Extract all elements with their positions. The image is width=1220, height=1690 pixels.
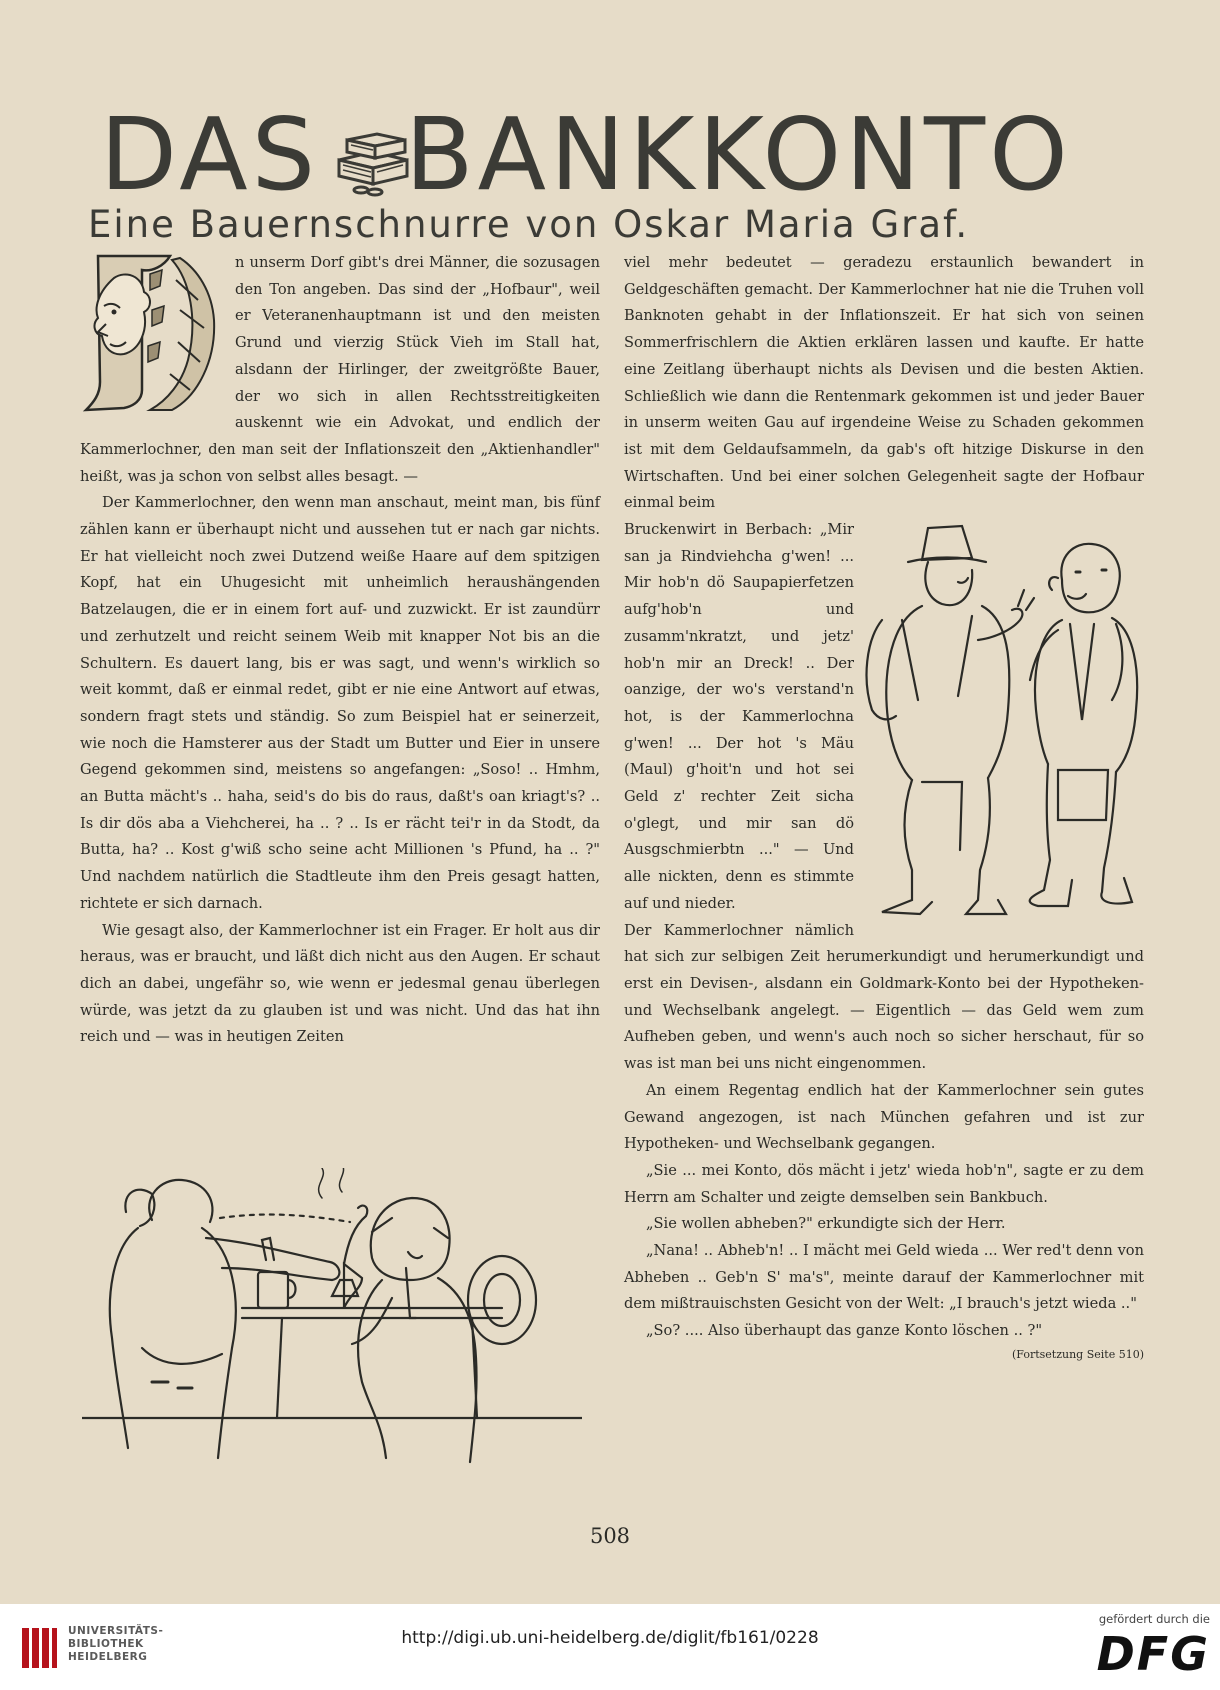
sponsor-text: gefördert durch die [1098, 1612, 1210, 1626]
right-paragraph-5: „Sie ... mei Konto, dös mächt i jetz' wieda hob'n", sagte er zu dem Herrn am Schalter und zeigte demselben sein Bankbuch. [624, 1161, 1144, 1206]
right-paragraph-8: „So? .... Also überhaupt das ganze Konto löschen .. ?" [646, 1322, 1043, 1340]
title-word-das: DAS [100, 96, 320, 213]
title-word-bankkonto: BANKKONTO [405, 96, 1072, 213]
left-paragraph-1: n unserm Dorf gibt's drei Männer, die sozusagen den Ton angeben. Das sind der „Hofbaur", weil er Veteranenhauptmann ist und den meisten Grund und vierzig Stück Vieh im Stall hat, alsdann der Hirlinger, der zweitgrößte Bauer, der wo sich in allen Rechtsstreitigkeiten auskennt wie ein Advokat, und endlich der Kammerlochner, den man seit der Inflationszeit den „Aktienhandler" heißt, was ja schon von selbst alles besagt. — [80, 254, 600, 485]
source-url[interactable]: http://digi.ub.uni-heidelberg.de/diglit/fb161/0228 [401, 1628, 819, 1648]
library-name-line-2: BIBLIOTHEK [68, 1638, 144, 1650]
left-paragraph-3: Wie gesagt also, der Kammerlochner ist ein Frager. Er holt aus dir heraus, was er braucht, und läßt dich nicht aus den Augen. Er schaut dich an dabei, ungefähr so, wie wenn er jedesmal genau überlegen würde, was jetzt da zu glauben ist und was nicht. Und das hat ihn reich und — was in heutigen Zeiten [80, 921, 600, 1046]
left-text-column [80, 250, 600, 1051]
right-paragraph-2: Bruckenwirt in Berbach: „Mir san ja Rindviehcha g'wen! ... Mir hob'n dö Saupapierfetzen aufg'hob'n und zusamm'nkratzt, und jetz' hob'n mir an Dreck! .. Der oanzige, der wo's verstand'n hot, is der Kammerlochna g'wen! ... Der hot 's Mäu (Maul) g'hoit'n und hot sei Geld z' rechter Zeit sicha o'glegt, und mir san dö Ausgschmierbtn ..." — Und alle nickten, denn es stimmte auf und nieder. [624, 521, 854, 912]
decorated-initial-i-portrait [80, 250, 225, 415]
library-name-line-1: UNIVERSITÄTS- [68, 1625, 164, 1637]
page-number: 508 [589, 1524, 631, 1548]
right-paragraph-7: „Nana! .. Abheb'n! .. I mächt mei Geld wieda ... Wer red't denn von Abheben .. Geb'n S' ma's", meinte darauf der Kammerlochner mit dem mißtrauischsten Gesicht von der Welt: „I brauch's jetzt wieda .." [624, 1242, 1144, 1313]
right-paragraph-6: „Sie wollen abheben?" erkundigte sich der Herr. [646, 1215, 1006, 1233]
right-text-column [624, 250, 1144, 1365]
illustration-two-farmers [862, 520, 1144, 932]
dfg-logo: DFG [1096, 1627, 1210, 1681]
continuation-note: (Fortsetzung Seite 510) [1012, 1347, 1144, 1361]
ub-logo-icon [16, 1624, 60, 1672]
right-paragraph-3: Der Kammerlochner nämlich hat sich zur selbigen Zeit herumerkundigt und herumerkundigt und erst ein Devisen-, alsdann ein Goldmark-Konto bei der Hypotheken- und Wechselbank angelegt. — Eigentlich — das Geld wem zum Aufheben geben, und wenn's auch noch so sicher herschaut, für so was ist man bei uns nicht eingenommen. [624, 921, 1144, 1073]
right-paragraph-1: viel mehr bedeutet — geradezu erstaunlich bewandert in Geldgeschäften gemacht. Der Kammerlochner hat nie die Truhen voll Banknoten gehabt in der Inflationszeit. Er hat sich von seinen Sommerfrischlern die Aktien erklären lassen und kaufte. Er hatte eine Zeitlang überhaupt nichts als Devisen und die besten Aktien. Schließlich wie dann die Rentenmark gekommen ist und jeder Bauer in unserm weiten Gau auf irgendeine Weise zu Schaden gekommen ist mit dem Geldaufsammeln, da gab's oft hitzige Diskurse in den Wirtschaften. Und bei einer solchen Gelegenheit sagte der Hofbaur einmal beim [624, 254, 1144, 512]
money-stack-icon [333, 118, 413, 198]
library-name [68, 1625, 163, 1664]
library-name-line-3: HEIDELBERG [68, 1651, 148, 1663]
right-paragraph-4: An einem Regentag endlich hat der Kammerlochner sein gutes Gewand angezogen, ist nach München gefahren und ist zur Hypotheken- und Wechselbank gegangen. [624, 1081, 1144, 1153]
illustration-tavern-table [82, 1168, 582, 1478]
left-paragraph-2: Der Kammerlochner, den wenn man anschaut, meint man, bis fünf zählen kann er überhaupt nicht und aussehen tut er nach gar nichts. Er hat vielleicht noch zwei Dutzend weiße Haare auf dem spitzigen Kopf, hat ein Uhugesicht mit unheimlich heraushängenden Batzelaugen, die er in einem fort auf- und zuzwickt. Er ist zaundürr und zerhutzelt und reicht seinem Weib mit knapper Not bis an die Schultern. Es dauert lang, bis er was sagt, und wenn's wirklich so weit kommt, daß er einmal redet, gibt er nie eine Antwort auf etwas, sondern fragt stets und ständig. So zum Beispiel hat er seinerzeit, wie noch die Hamsterer aus der Stadt um Butter und Eier in unsere Gegend gekommen sind, meistens so angefangen: „Soso! .. Hmhm, an Butta mächt's .. haha, seid's do bis do raus, daßt's oan kriagt's? .. Is dir dös aba a Viehcherei, ha .. ? .. Is er rächt tei'r in da Stodt, da Butta, ha? .. Kost g'wiß scho seine acht Millionen 's Pfund, ha .. ?" Und nachdem natürlich die Stadtleute ihm den Preis gesagt hatten, richtete er sich darnach. [80, 494, 600, 912]
article-subtitle: Eine Bauernschnurre von Oskar Maria Graf. [88, 203, 970, 246]
article-title [100, 96, 1140, 214]
